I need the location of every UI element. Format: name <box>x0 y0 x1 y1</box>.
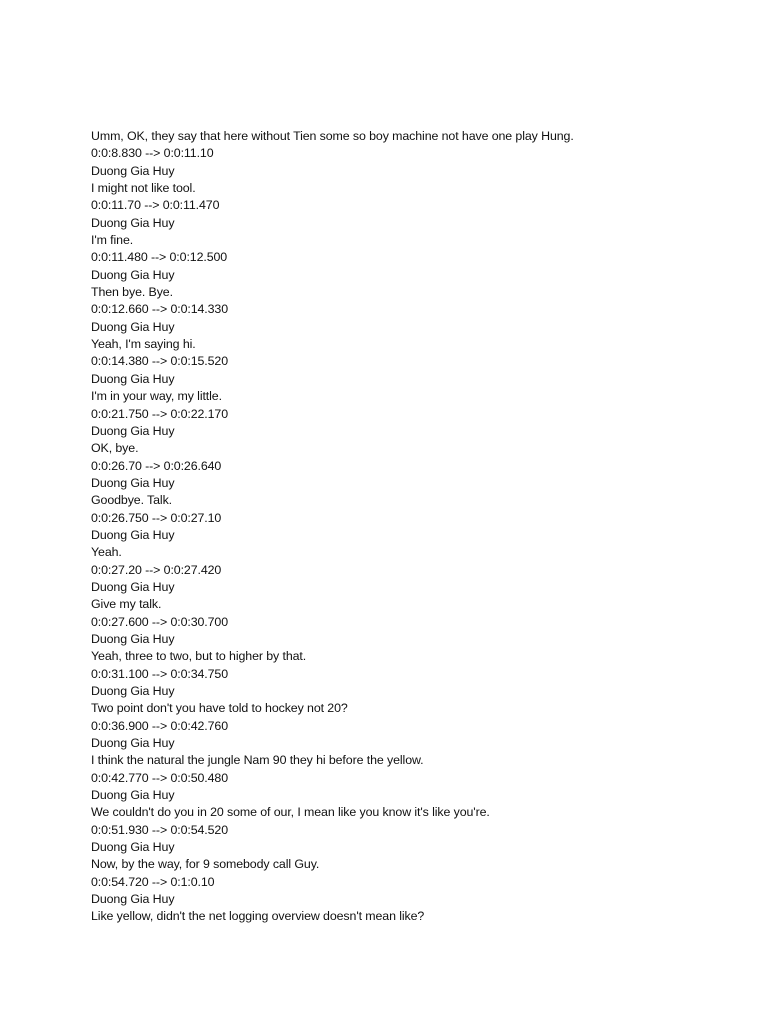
transcript-line: Then bye. Bye. <box>91 285 173 300</box>
timestamp-line: 0:0:14.380 --> 0:0:15.520 <box>91 354 229 369</box>
transcript-line: OK, bye. <box>91 441 139 456</box>
transcript-line: We couldn't do you in 20 some of our, I mean like you know it's like you're. <box>91 805 490 820</box>
transcript-line: I think the natural the jungle Nam 90 they hi before the yellow. <box>91 753 424 768</box>
timestamp-line: 0:0:12.660 --> 0:0:14.330 <box>91 302 229 317</box>
speaker-line: Duong Gia Huy <box>91 892 175 907</box>
speaker-line: Duong Gia Huy <box>91 579 175 594</box>
speaker-line: Duong Gia Huy <box>91 840 175 855</box>
timestamp-line: 0:0:11.480 --> 0:0:12.500 <box>91 250 228 265</box>
speaker-line: Duong Gia Huy <box>91 215 175 230</box>
timestamp-line: 0:0:26.70 --> 0:0:26.640 <box>91 458 222 473</box>
transcript-line: Now, by the way, for 9 somebody call Guy. <box>91 857 320 872</box>
speaker-line: Duong Gia Huy <box>91 371 175 386</box>
timestamp-line: 0:0:27.20 --> 0:0:27.420 <box>91 562 222 577</box>
timestamp-line: 0:0:42.770 --> 0:0:50.480 <box>91 770 229 785</box>
timestamp-line: 0:0:21.750 --> 0:0:22.170 <box>91 406 229 421</box>
speaker-line: Duong Gia Huy <box>91 267 175 282</box>
transcript-line: I might not like tool. <box>91 181 196 196</box>
transcript-line: Like yellow, didn't the net logging overview doesn't mean like? <box>91 909 425 924</box>
speaker-line: Duong Gia Huy <box>91 163 175 178</box>
speaker-line: Duong Gia Huy <box>91 319 175 334</box>
timestamp-line: 0:0:54.720 --> 0:1:0.10 <box>91 874 215 889</box>
transcript-line: Umm, OK, they say that here without Tien some so boy machine not have one play Hung. <box>91 129 574 143</box>
transcript-line: Yeah, I'm saying hi. <box>91 337 196 352</box>
speaker-line: Duong Gia Huy <box>91 736 175 751</box>
transcript-line: Give my talk. <box>91 597 162 612</box>
speaker-line: Duong Gia Huy <box>91 475 175 490</box>
transcript-line: Yeah. <box>91 545 122 560</box>
transcript-text <box>91 128 731 926</box>
transcript-line: Two point don't you have told to hockey not 20? <box>91 701 348 716</box>
transcript-line: Yeah, three to two, but to higher by that. <box>91 649 307 664</box>
timestamp-line: 0:0:36.900 --> 0:0:42.760 <box>91 718 229 733</box>
speaker-line: Duong Gia Huy <box>91 631 175 646</box>
speaker-line: Duong Gia Huy <box>91 788 175 803</box>
timestamp-line: 0:0:27.600 --> 0:0:30.700 <box>91 614 229 629</box>
speaker-line: Duong Gia Huy <box>91 684 175 698</box>
transcript-line: Goodbye. Talk. <box>91 493 173 508</box>
transcript-line: I'm in your way, my little. <box>91 389 222 404</box>
transcript-line: I'm fine. <box>91 233 134 248</box>
speaker-line: Duong Gia Huy <box>91 423 175 438</box>
timestamp-line: 0:0:11.70 --> 0:0:11.470 <box>91 198 220 213</box>
timestamp-line: 0:0:51.930 --> 0:0:54.520 <box>91 822 229 837</box>
speaker-line: Duong Gia Huy <box>91 527 175 542</box>
timestamp-line: 0:0:31.100 --> 0:0:34.750 <box>91 666 229 681</box>
timestamp-line: 0:0:26.750 --> 0:0:27.10 <box>91 510 222 525</box>
timestamp-line: 0:0:8.830 --> 0:0:11.10 <box>91 146 214 161</box>
